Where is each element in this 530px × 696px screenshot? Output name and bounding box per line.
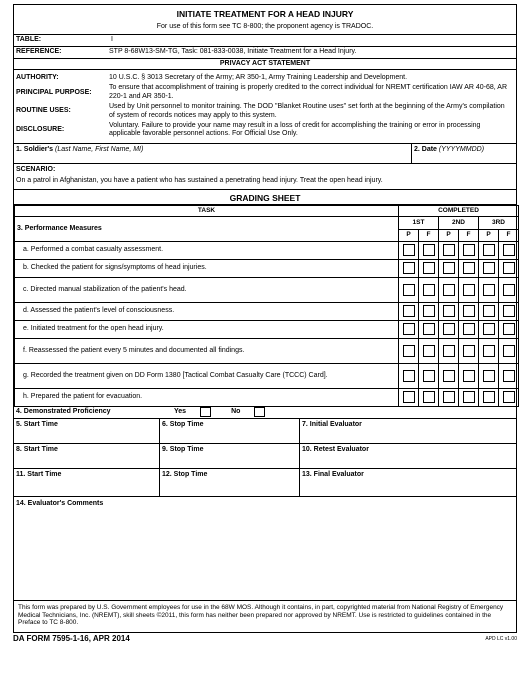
form-footer [13,633,517,645]
pass-checkbox[interactable] [483,370,495,382]
fail-checkbox[interactable] [423,305,435,317]
privacy-header: PRIVACY ACT STATEMENT [14,59,516,70]
task-row [15,338,519,363]
privacy-label: DISCLOSURE: [16,126,65,134]
pass-checkbox[interactable] [483,323,495,335]
footer-note: This form was prepared by U.S. Government employees for use in the 68W MOS. Although it contains, in part, copyrighted material from National Registry of Emergency Medical Technicians, Inc. (NREMT), skill sheets ©2011, this form has neither been prepared nor approved by NREMT. Use is restricted to guidelines contained in the Preface to TC 8-800. [18,603,504,627]
task-label: a. Performed a combat casualty assessment. [15,241,399,259]
evaluation-row [14,444,516,469]
fail-checkbox[interactable] [423,323,435,335]
fail-checkbox[interactable] [463,323,475,335]
task-label: d. Assessed the patient's level of consciousness. [15,302,399,320]
attempt-row [15,216,519,229]
fail-checkbox[interactable] [423,284,435,296]
pass-checkbox[interactable] [443,370,455,382]
task-label: e. Initiated treatment for the open head injury. [15,320,399,338]
fail-checkbox[interactable] [503,262,515,274]
form-page [13,4,517,645]
form-number: DA FORM 7595-1-16, APR 2014 [13,633,130,643]
pass-checkbox[interactable] [483,345,495,357]
pass-header: P [479,229,499,241]
privacy-statement [14,70,516,144]
task-header: TASK [15,205,399,216]
soldier-row [14,144,516,164]
reference-label: REFERENCE: [16,48,62,56]
evaluator-comments-field[interactable] [14,497,516,601]
fail-checkbox[interactable] [423,391,435,403]
evaluation-row [14,469,516,497]
fail-checkbox[interactable] [463,345,475,357]
pass-checkbox[interactable] [403,305,415,317]
privacy-text: Voluntary. Failure to provide your name may result in a loss of credit for accomplishing the training or error in processing applicable favorable personnel actions. For Official Use Only. [109,121,481,138]
pass-checkbox[interactable] [403,370,415,382]
pass-checkbox[interactable] [483,284,495,296]
pass-checkbox[interactable] [443,244,455,256]
privacy-label: AUTHORITY: [16,74,59,81]
reference-row [14,47,516,59]
task-label: h. Prepared the patient for evacuation. [15,388,399,406]
grading-header-row [15,205,519,216]
privacy-text: Used by Unit personnel to monitor training. The DOD "Blanket Routine uses" set forth at the beginning of the Army's compilation of system of records notices may apply to this system. [109,103,505,119]
pass-checkbox[interactable] [403,284,415,296]
task-row [15,320,519,338]
task-label: f. Reassessed the patient every 5 minutes and documented all findings. [15,338,399,363]
task-label: g. Recorded the treatment given on DD Form 1380 [Tactical Combat Casualty Care (TCCC) Card]. [15,363,399,388]
proficiency-row [14,407,516,419]
soldier-hint: (Last Name, First Name, MI) [55,145,144,153]
table-row [14,35,516,47]
fail-checkbox[interactable] [463,284,475,296]
start-time-field[interactable]: 8. Start Time [14,444,160,468]
performance-measures-label: 3. Performance Measures [15,216,399,241]
stop-time-field[interactable]: 6. Stop Time [160,419,300,443]
no-checkbox[interactable] [254,407,265,417]
privacy-label: ROUTINE USES: [16,107,71,115]
fail-checkbox[interactable] [463,244,475,256]
retest-evaluator-field[interactable]: 10. Retest Evaluator [302,445,369,453]
attempt-2nd: 2ND [439,216,479,229]
pass-checkbox[interactable] [443,391,455,403]
grading-sheet-title: GRADING SHEET [14,190,516,205]
privacy-routine-uses [14,102,516,121]
reference-value: STP 8-68W13-SM-TG, Task: 081-833-0038, Initiate Treatment for a Head Injury. [109,48,357,56]
pass-checkbox[interactable] [403,345,415,357]
no-label: No [231,408,241,416]
fail-header: F [419,229,439,241]
pass-checkbox[interactable] [443,284,455,296]
fail-checkbox[interactable] [423,345,435,357]
yes-checkbox[interactable] [200,407,211,417]
scenario-label: SCENARIO: [16,165,56,173]
table-value[interactable]: I [111,36,113,44]
comments-label: 14. Evaluator's Comments [16,499,104,507]
form-subtitle: For use of this form see TC 8-800; the proponent agency is TRADOC. [14,21,516,35]
task-row [15,259,519,277]
privacy-disclosure [14,121,516,140]
fail-checkbox[interactable] [503,244,515,256]
pass-checkbox[interactable] [483,244,495,256]
pass-checkbox[interactable] [443,323,455,335]
pass-checkbox[interactable] [403,391,415,403]
pass-checkbox[interactable] [403,262,415,274]
table-label: TABLE: [16,36,42,44]
fail-checkbox[interactable] [463,305,475,317]
fail-checkbox[interactable] [503,391,515,403]
completed-header: COMPLETED [399,205,519,216]
pass-checkbox[interactable] [483,391,495,403]
form-version: APD LC v1.00 [485,635,517,642]
scenario-section [14,164,516,190]
task-label: b. Checked the patient for signs/symptoms of head injuries. [15,259,399,277]
fail-checkbox[interactable] [423,370,435,382]
start-time-field[interactable]: 5. Start Time [14,419,160,443]
privacy-authority [14,73,516,83]
privacy-label: PRINCIPAL PURPOSE: [16,88,92,96]
scenario-text: On a patrol in Afghanistan, you have a patient who has sustained a penetrating head injury. Treat the open head injury. [16,177,383,185]
fail-checkbox[interactable] [503,323,515,335]
task-row [15,241,519,259]
fail-checkbox[interactable] [503,345,515,357]
task-row [15,388,519,406]
task-row [15,277,519,302]
fail-checkbox[interactable] [463,391,475,403]
privacy-purpose [14,83,516,102]
form-frame [13,4,517,633]
attempt-1st: 1ST [399,216,439,229]
fail-checkbox[interactable] [503,370,515,382]
pass-header: P [399,229,419,241]
fail-checkbox[interactable] [463,262,475,274]
soldier-label: 1. Soldier's [16,145,54,153]
fail-checkbox[interactable] [503,284,515,296]
fail-checkbox[interactable] [423,244,435,256]
pass-checkbox[interactable] [483,305,495,317]
date-hint: (YYYYMMDD) [438,145,485,153]
pass-checkbox[interactable] [443,262,455,274]
pass-checkbox[interactable] [483,262,495,274]
start-time-field[interactable]: 11. Start Time [14,469,160,496]
pass-checkbox[interactable] [403,323,415,335]
task-row [15,302,519,320]
fail-checkbox[interactable] [463,370,475,382]
grading-table [14,205,519,407]
pass-checkbox[interactable] [443,305,455,317]
task-row [15,363,519,388]
attempt-3rd: 3RD [479,216,519,229]
stop-time-field[interactable]: 12. Stop Time [160,469,300,496]
soldier-name-field[interactable] [14,144,412,163]
initial-evaluator-field[interactable]: 7. Initial Evaluator [302,420,362,428]
pass-checkbox[interactable] [403,244,415,256]
yes-label: Yes [174,408,187,416]
privacy-text: To ensure that accomplishment of training is properly credited to the correct individual for NREMT certification IAW AR 40-68, AR 220-1 and AR 350-1. [109,84,508,100]
form-title: INITIATE TREATMENT FOR A HEAD INJURY [176,9,354,19]
fail-checkbox[interactable] [503,305,515,317]
pass-checkbox[interactable] [443,345,455,357]
evaluation-row [14,419,516,444]
fail-header: F [499,229,519,241]
pass-header: P [439,229,459,241]
date-field[interactable] [412,144,516,163]
stop-time-field[interactable]: 9. Stop Time [160,444,300,468]
fail-checkbox[interactable] [423,262,435,274]
fail-header: F [459,229,479,241]
final-evaluator-field[interactable]: 13. Final Evaluator [302,470,364,478]
privacy-text: 10 U.S.C. § 3013 Secretary of the Army; AR 350-1, Army Training Leadership and Development. [109,74,408,81]
task-label: c. Directed manual stabilization of the patient's head. [15,277,399,302]
date-label: 2. Date [414,145,437,153]
proficiency-label: 4. Demonstrated Proficiency [16,408,111,416]
